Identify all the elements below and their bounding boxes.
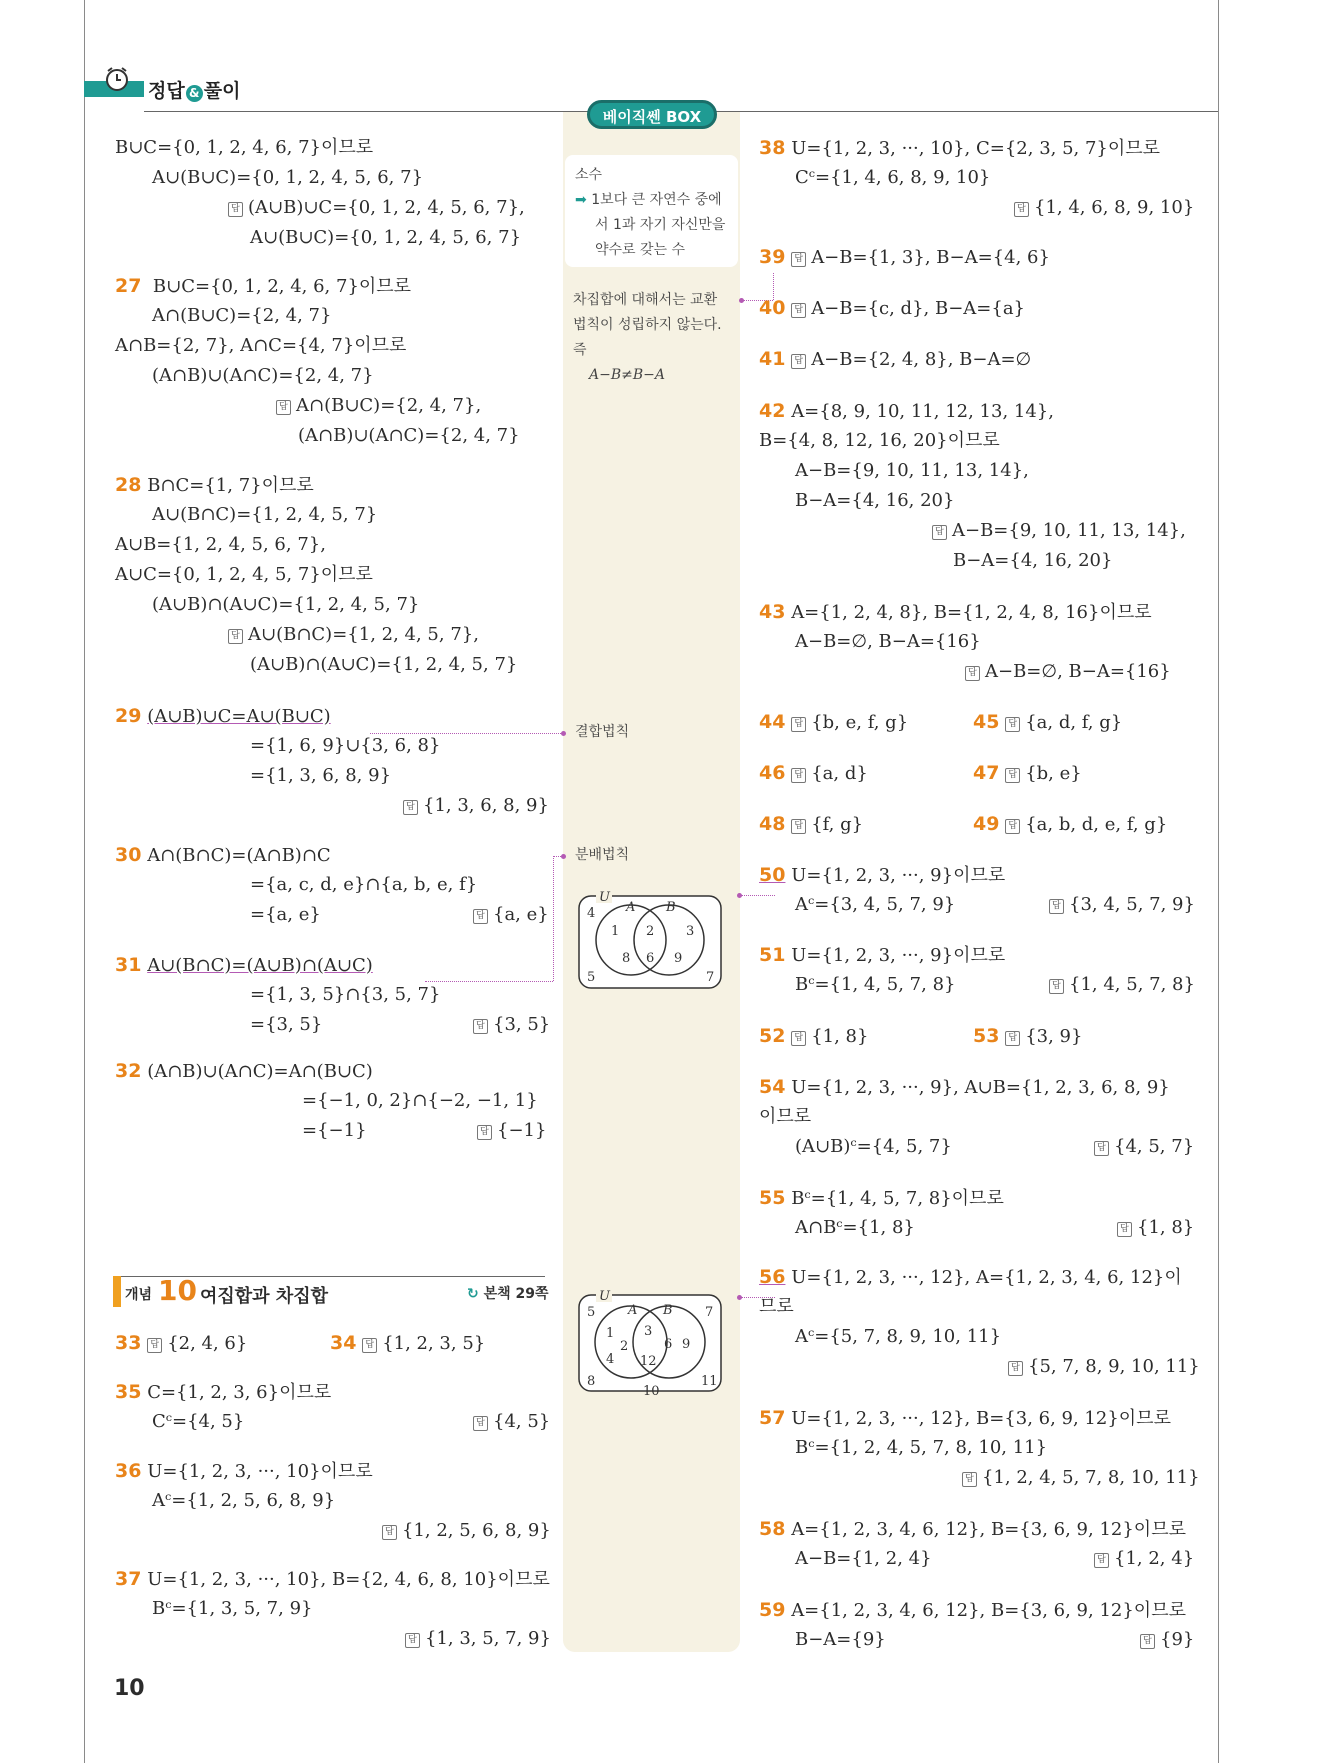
solution-line: 47 답 {b, e} xyxy=(973,762,1082,784)
answer-icon: 답 xyxy=(791,819,806,834)
svg-text:6: 6 xyxy=(646,951,655,966)
svg-text:1: 1 xyxy=(611,924,620,939)
solution-line: Aᶜ={3, 4, 5, 7, 9} xyxy=(795,894,956,915)
svg-text:9: 9 xyxy=(682,1337,691,1352)
solution-line: ={−1, 0, 2}∩{−2, −1, 1} xyxy=(302,1090,538,1111)
solution-line: 34 답 {1, 2, 3, 5} xyxy=(330,1332,486,1354)
svg-text:6: 6 xyxy=(664,1337,673,1352)
svg-text:3: 3 xyxy=(644,1324,653,1339)
solution-line: A∩(B∪C)={2, 4, 7} xyxy=(152,305,332,326)
problem-number: 37 xyxy=(115,1568,142,1590)
solution-line: 32 (A∩B)∪(A∩C)=A∩(B∪C) xyxy=(115,1060,373,1082)
answer-icon: 답 xyxy=(791,252,806,267)
problem-number: 54 xyxy=(759,1076,786,1098)
solution-line: 49 답 {a, b, d, e, f, g} xyxy=(973,813,1168,835)
connector-line xyxy=(425,981,553,982)
answer-line: (A∩B)∪(A∩C)={2, 4, 7} xyxy=(298,425,520,446)
distributive-law-note: 분배법칙 xyxy=(575,847,630,863)
solution-line: Cᶜ={1, 4, 6, 8, 9, 10} xyxy=(795,167,991,188)
concept-reference: ↻ 본책 29쪽 xyxy=(467,1286,549,1302)
svg-text:4: 4 xyxy=(587,906,596,921)
answer-line: 답 {1, 2, 5, 6, 8, 9} xyxy=(382,1518,551,1544)
answer-icon: 답 xyxy=(1117,1222,1132,1237)
concept-number: 10 xyxy=(158,1274,197,1307)
connector-line xyxy=(553,856,561,857)
solution-line: 43 A={1, 2, 4, 8}, B={1, 2, 4, 8, 16}이므로 xyxy=(759,601,1152,623)
solution-line: 54 U={1, 2, 3, ···, 9}, A∪B={1, 2, 3, 6, 8, 9} xyxy=(759,1076,1170,1098)
answer-icon: 답 xyxy=(1094,1553,1109,1568)
answer-icon: 답 xyxy=(405,1633,420,1648)
answer-line: 답 {1, 4, 6, 8, 9, 10} xyxy=(1014,195,1194,221)
solution-line: A∪(B∩C)={1, 2, 4, 5, 7} xyxy=(152,504,378,525)
page-number: 10 xyxy=(114,1676,145,1701)
svg-text:B: B xyxy=(663,1303,673,1318)
answer-line: 답 A∩(B∪C)={2, 4, 7}, xyxy=(276,393,481,419)
answer-icon: 답 xyxy=(1094,1141,1109,1156)
answer-icon: 답 xyxy=(962,1472,977,1487)
svg-text:B: B xyxy=(666,900,676,915)
connector-dot xyxy=(561,731,566,736)
answer-icon: 답 xyxy=(791,1031,806,1046)
solution-line: ={−1} xyxy=(302,1120,367,1141)
solution-line: B−A={4, 16, 20} xyxy=(795,490,955,511)
solution-line: Bᶜ={1, 3, 5, 7, 9} xyxy=(152,1598,313,1619)
problem-number: 34 xyxy=(330,1332,357,1354)
solution-line: 50 U={1, 2, 3, ···, 9}이므로 xyxy=(759,864,1006,886)
answer-icon: 답 xyxy=(228,202,243,217)
solution-line: A∩B={2, 7}, A∩C={4, 7}이므로 xyxy=(115,335,407,356)
answer-icon: 답 xyxy=(791,303,806,318)
problem-number: 36 xyxy=(115,1460,142,1482)
problem-number: 41 xyxy=(759,348,786,370)
connector-line xyxy=(741,895,775,896)
problem-number: 31 xyxy=(115,954,142,976)
solution-line: (A∪B)ᶜ={4, 5, 7} xyxy=(795,1136,952,1157)
solution-line: 33 답 {2, 4, 6} xyxy=(115,1332,248,1354)
problem-number: 29 xyxy=(115,705,142,727)
problem-number: 43 xyxy=(759,601,786,623)
answer-line: 답 {1, 4, 5, 7, 8} xyxy=(1049,972,1195,998)
answer-line: 답 {3, 4, 5, 7, 9} xyxy=(1049,892,1195,918)
problem-number: 38 xyxy=(759,137,786,159)
solution-line: 58 A={1, 2, 3, 4, 6, 12}, B={3, 6, 9, 12}이므로 xyxy=(759,1518,1186,1540)
solution-line: (A∪B)∩(A∪C)={1, 2, 4, 5, 7} xyxy=(152,594,420,615)
solution-line: 40 답 A−B={c, d}, B−A={a} xyxy=(759,297,1025,319)
svg-text:4: 4 xyxy=(606,1352,615,1367)
answer-line: 답 A−B=∅, B−A={16} xyxy=(965,659,1171,685)
answer-icon: 답 xyxy=(791,768,806,783)
answer-icon: 답 xyxy=(477,1125,492,1140)
problem-number: 48 xyxy=(759,813,786,835)
svg-text:A: A xyxy=(626,900,636,915)
problem-number: 52 xyxy=(759,1025,786,1047)
answer-line: 답 (A∪B)∪C={0, 1, 2, 4, 5, 6, 7}, xyxy=(228,195,525,221)
ampersand-badge: & xyxy=(186,85,203,102)
answer-icon: 답 xyxy=(1005,1031,1020,1046)
solution-line: 37 U={1, 2, 3, ···, 10}, B={2, 4, 6, 8, 10}이므로 xyxy=(115,1568,550,1590)
alarm-clock-icon xyxy=(104,66,130,92)
solution-line: B−A={9} xyxy=(795,1629,886,1650)
svg-text:5: 5 xyxy=(587,970,596,985)
solution-line: ={3, 5} xyxy=(250,1014,323,1035)
concept-accent-bar xyxy=(113,1276,121,1307)
problem-number: 39 xyxy=(759,246,786,268)
problem-number: 49 xyxy=(973,813,1000,835)
solution-line: 31 A∪(B∩C)=(A∪B)∩(A∪C) xyxy=(115,954,373,976)
svg-text:5: 5 xyxy=(587,1305,596,1320)
concept-label: 개념 xyxy=(125,1287,153,1303)
answer-line: 답 {1, 3, 6, 8, 9} xyxy=(403,793,549,819)
answer-icon: 답 xyxy=(965,666,980,681)
svg-text:1: 1 xyxy=(606,1326,615,1341)
solution-line: 38 U={1, 2, 3, ···, 10}, C={2, 3, 5, 7}이므로 xyxy=(759,137,1161,159)
answer-icon: 답 xyxy=(362,1338,377,1353)
svg-text:2: 2 xyxy=(646,924,655,939)
problem-number: 30 xyxy=(115,844,142,866)
answer-line: 답 {4, 5, 7} xyxy=(1094,1134,1194,1160)
svg-text:7: 7 xyxy=(705,1305,714,1320)
problem-number: 58 xyxy=(759,1518,786,1540)
solution-line: B={4, 8, 12, 16, 20}이므로 xyxy=(759,430,1000,451)
problem-number: 55 xyxy=(759,1187,786,1209)
solution-line: 51 U={1, 2, 3, ···, 9}이므로 xyxy=(759,944,1006,966)
venn-diagram-2 xyxy=(576,1287,724,1397)
solution-line: 35 C={1, 2, 3, 6}이므로 xyxy=(115,1381,332,1403)
solution-line: A−B={9, 10, 11, 13, 14}, xyxy=(795,460,1029,481)
svg-text:12: 12 xyxy=(640,1354,657,1369)
note-card-title: 소수 xyxy=(575,167,603,183)
problem-number: 53 xyxy=(973,1025,1000,1047)
page-border-left xyxy=(84,0,85,1763)
connector-line xyxy=(553,856,554,981)
answer-line: 답 {1, 3, 5, 7, 9} xyxy=(405,1626,551,1652)
solution-line: B∪C={0, 1, 2, 4, 6, 7}이므로 xyxy=(115,137,374,158)
answer-line: 답 {9} xyxy=(1140,1627,1194,1653)
answer-icon: 답 xyxy=(1049,899,1064,914)
problem-number: 47 xyxy=(973,762,1000,784)
solution-line: 28 B∩C={1, 7}이므로 xyxy=(115,474,314,496)
solution-line: A∪(B∪C)={0, 1, 2, 4, 5, 6, 7} xyxy=(152,167,424,188)
answer-line: A∪(B∪C)={0, 1, 2, 4, 5, 6, 7} xyxy=(250,227,522,248)
connector-dot xyxy=(561,854,566,859)
basic-box-label: 베이직쎈 BOX xyxy=(587,100,717,129)
answer-icon: 답 xyxy=(791,717,806,732)
svg-text:A: A xyxy=(628,1303,638,1318)
problem-number: 45 xyxy=(973,711,1000,733)
answer-icon: 답 xyxy=(382,1525,397,1540)
svg-text:2: 2 xyxy=(620,1339,629,1354)
solution-line: A∪B={1, 2, 4, 5, 6, 7}, xyxy=(115,534,326,555)
problem-number: 44 xyxy=(759,711,786,733)
concept-title: 여집합과 차집합 xyxy=(200,1286,328,1307)
venn-diagram-1 xyxy=(576,888,724,992)
solution-line: ={a, c, d, e}∩{a, b, e, f} xyxy=(250,874,478,895)
problem-number: 50 xyxy=(759,864,786,886)
answer-icon: 답 xyxy=(473,909,488,924)
answer-icon: 답 xyxy=(1014,202,1029,217)
solution-line: 27 B∪C={0, 1, 2, 4, 6, 7}이므로 xyxy=(115,275,412,297)
solution-line: A∪C={0, 1, 2, 4, 5, 7}이므로 xyxy=(115,564,373,585)
answer-line: 답 {1, 2, 4, 5, 7, 8, 10, 11} xyxy=(962,1465,1200,1491)
problem-number: 56 xyxy=(759,1266,786,1288)
problem-number: 46 xyxy=(759,762,786,784)
answer-line: 답 {5, 7, 8, 9, 10, 11} xyxy=(1008,1354,1200,1380)
answer-line: B−A={4, 16, 20} xyxy=(953,550,1113,571)
solution-line: Cᶜ={4, 5} xyxy=(152,1411,245,1432)
associative-law-note: 결합법칙 xyxy=(575,724,630,740)
problem-number: 51 xyxy=(759,944,786,966)
svg-text:3: 3 xyxy=(686,924,695,939)
solution-line: Aᶜ={5, 7, 8, 9, 10, 11} xyxy=(795,1326,1002,1347)
answer-line: 답 {1, 8} xyxy=(1117,1215,1194,1241)
answer-icon: 답 xyxy=(1049,979,1064,994)
answer-icon: 답 xyxy=(1005,717,1020,732)
answer-icon: 답 xyxy=(403,800,418,815)
solution-line: 36 U={1, 2, 3, ···, 10}이므로 xyxy=(115,1460,373,1482)
page-border-right xyxy=(1218,0,1219,1763)
solution-line: 48 답 {f, g} xyxy=(759,813,864,835)
solution-line: 52 답 {1, 8} xyxy=(759,1025,869,1047)
answer-icon: 답 xyxy=(932,525,947,540)
difference-note: 차집합에 대해서는 교환 법칙이 성립하지 않는다. 즉 A−B≠B−A xyxy=(573,292,722,383)
solution-line: 45 답 {a, d, f, g} xyxy=(973,711,1123,733)
arrow-icon: ➡ xyxy=(575,192,587,208)
header-title: 정답 & 풀이 xyxy=(148,80,241,102)
solution-line: 44 답 {b, e, f, g} xyxy=(759,711,909,733)
problem-number: 59 xyxy=(759,1599,786,1621)
solution-line: 30 A∩(B∩C)=(A∩B)∩C xyxy=(115,844,331,866)
answer-icon: 답 xyxy=(791,354,806,369)
problem-number: 32 xyxy=(115,1060,142,1082)
answer-icon: 답 xyxy=(228,629,243,644)
svg-text:U: U xyxy=(599,890,610,905)
note-card-line: 서 1과 자기 자신만을 xyxy=(595,217,726,233)
answer-icon: 답 xyxy=(147,1338,162,1353)
answer-icon: 답 xyxy=(473,1416,488,1431)
problem-number: 28 xyxy=(115,474,142,496)
prime-note-card xyxy=(565,155,738,267)
svg-text:11: 11 xyxy=(701,1374,718,1389)
solution-line: A∩Bᶜ={1, 8} xyxy=(795,1217,915,1238)
solution-line: 56 U={1, 2, 3, ···, 12}, A={1, 2, 3, 4, 6, 12}이 xyxy=(759,1266,1182,1288)
answer-icon: 답 xyxy=(1140,1634,1155,1649)
solution-line: 41 답 A−B={2, 4, 8}, B−A=∅ xyxy=(759,348,1032,370)
answer-icon: 답 xyxy=(1008,1361,1023,1376)
solution-line: 59 A={1, 2, 3, 4, 6, 12}, B={3, 6, 9, 12}이므로 xyxy=(759,1599,1186,1621)
solution-line: ={a, e} xyxy=(250,904,321,925)
solution-line: 29 (A∪B)∪C=A∪(B∪C) xyxy=(115,705,331,727)
solution-line: 57 U={1, 2, 3, ···, 12}, B={3, 6, 9, 12}이므로 xyxy=(759,1407,1171,1429)
answer-line: 답 A−B={9, 10, 11, 13, 14}, xyxy=(932,518,1186,544)
solution-line: 53 답 {3, 9} xyxy=(973,1025,1083,1047)
svg-text:8: 8 xyxy=(587,1374,596,1389)
answer-icon: 답 xyxy=(1005,819,1020,834)
solution-line: 39 답 A−B={1, 3}, B−A={4, 6} xyxy=(759,246,1050,268)
svg-text:8: 8 xyxy=(622,951,631,966)
solution-line: ={1, 3, 6, 8, 9} xyxy=(250,765,392,786)
svg-text:U: U xyxy=(599,1289,610,1304)
answer-line: 답 {4, 5} xyxy=(473,1409,550,1435)
svg-text:10: 10 xyxy=(643,1384,660,1397)
svg-text:7: 7 xyxy=(706,970,715,985)
note-card-line: 약수로 갖는 수 xyxy=(595,242,686,258)
solution-line: Bᶜ={1, 2, 4, 5, 7, 8, 10, 11} xyxy=(795,1437,1048,1458)
note-card-line: ➡ 1보다 큰 자연수 중에 xyxy=(575,192,722,208)
solution-line: 42 A={8, 9, 10, 11, 12, 13, 14}, xyxy=(759,400,1054,422)
solution-line: Aᶜ={1, 2, 5, 6, 8, 9} xyxy=(152,1490,336,1511)
solution-line: 므로 xyxy=(759,1296,794,1317)
problem-number: 27 xyxy=(115,275,142,297)
answer-icon: 답 xyxy=(1005,768,1020,783)
answer-icon: 답 xyxy=(473,1019,488,1034)
problem-number: 40 xyxy=(759,297,786,319)
problem-number: 35 xyxy=(115,1381,142,1403)
answer-line: 답 A∪(B∩C)={1, 2, 4, 5, 7}, xyxy=(228,622,479,648)
answer-line: 답 {3, 5} xyxy=(473,1012,550,1038)
solution-line: 이므로 xyxy=(759,1106,812,1127)
solution-line: ={1, 3, 5}∩{3, 5, 7} xyxy=(250,984,441,1005)
answer-line: 답 {a, e} xyxy=(473,902,549,928)
problem-number: 33 xyxy=(115,1332,142,1354)
solution-line: A−B=∅, B−A={16} xyxy=(795,631,981,652)
problem-number: 42 xyxy=(759,400,786,422)
problem-number: 57 xyxy=(759,1407,786,1429)
refresh-icon: ↻ xyxy=(467,1286,479,1302)
svg-text:9: 9 xyxy=(674,951,683,966)
solution-line: 55 Bᶜ={1, 4, 5, 7, 8}이므로 xyxy=(759,1187,1004,1209)
answer-line: 답 {1, 2, 4} xyxy=(1094,1546,1194,1572)
answer-line: 답 {−1} xyxy=(477,1118,546,1144)
solution-line: ={1, 6, 9}∪{3, 6, 8} xyxy=(250,735,441,756)
answer-line: (A∪B)∩(A∪C)={1, 2, 4, 5, 7} xyxy=(250,654,518,675)
solution-line: 46 답 {a, d} xyxy=(759,762,868,784)
solution-line: (A∩B)∪(A∩C)={2, 4, 7} xyxy=(152,365,374,386)
solution-line: Bᶜ={1, 4, 5, 7, 8} xyxy=(795,974,956,995)
answer-icon: 답 xyxy=(276,400,291,415)
solution-line: A−B={1, 2, 4} xyxy=(795,1548,932,1569)
